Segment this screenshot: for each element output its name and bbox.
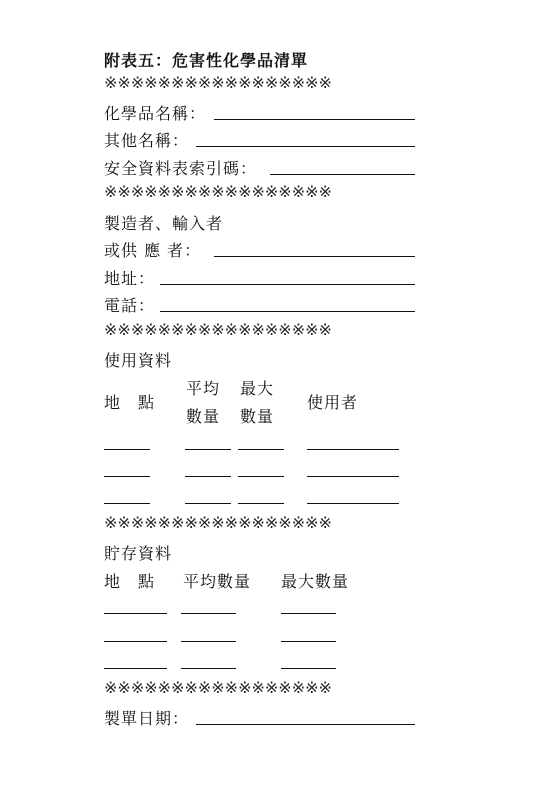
- usage-max-field[interactable]: [238, 476, 284, 477]
- other-name-label: 其他名稱：: [104, 131, 190, 150]
- storage-location-field[interactable]: [104, 641, 167, 642]
- storage-col-max: 最大數量: [281, 572, 350, 591]
- usage-heading: 使用資料: [104, 351, 173, 370]
- usage-avg-field[interactable]: [185, 476, 231, 477]
- date-label: 製單日期：: [104, 709, 190, 728]
- storage-max-field[interactable]: [281, 641, 336, 642]
- separator-line: ※※※※※※※※※※※※※※※※※: [104, 320, 332, 339]
- storage-location-field[interactable]: [104, 613, 167, 614]
- storage-col-location: 地 點: [104, 572, 156, 591]
- supplier-label: 或供 應 者：: [104, 241, 202, 260]
- usage-location-field[interactable]: [104, 476, 150, 477]
- storage-col-avg: 平均數量: [183, 572, 252, 591]
- usage-col-avg-bottom: 數量: [186, 407, 221, 426]
- separator-line: ※※※※※※※※※※※※※※※※※: [104, 182, 332, 201]
- usage-user-field[interactable]: [307, 503, 399, 504]
- usage-col-location: 地 點: [104, 393, 156, 412]
- chemical-name-label: 化學品名稱：: [104, 104, 207, 123]
- supplier-heading: 製造者、輸入者: [104, 214, 224, 233]
- usage-location-field[interactable]: [104, 449, 150, 450]
- other-name-field[interactable]: [196, 146, 415, 147]
- usage-col-max-top: 最大: [240, 379, 275, 398]
- storage-avg-field[interactable]: [181, 668, 236, 669]
- storage-location-field[interactable]: [104, 668, 167, 669]
- phone-label: 電話：: [104, 296, 156, 315]
- supplier-field[interactable]: [214, 256, 415, 257]
- usage-max-field[interactable]: [238, 449, 284, 450]
- storage-avg-field[interactable]: [181, 613, 236, 614]
- usage-user-field[interactable]: [307, 449, 399, 450]
- document-title: 附表五：危害性化學品清單: [104, 51, 309, 70]
- address-label: 地址：: [104, 269, 156, 288]
- storage-max-field[interactable]: [281, 668, 336, 669]
- phone-field[interactable]: [160, 311, 415, 312]
- date-field[interactable]: [196, 724, 415, 725]
- usage-col-avg-top: 平均: [186, 379, 221, 398]
- address-field[interactable]: [160, 284, 415, 285]
- separator-line: ※※※※※※※※※※※※※※※※※: [104, 678, 332, 697]
- usage-col-max-bottom: 數量: [240, 407, 275, 426]
- usage-avg-field[interactable]: [185, 503, 231, 504]
- separator-line: ※※※※※※※※※※※※※※※※※: [104, 73, 332, 92]
- storage-heading: 貯存資料: [104, 544, 173, 563]
- storage-max-field[interactable]: [281, 613, 336, 614]
- usage-location-field[interactable]: [104, 503, 150, 504]
- storage-avg-field[interactable]: [181, 641, 236, 642]
- usage-max-field[interactable]: [238, 503, 284, 504]
- sds-index-field[interactable]: [270, 174, 415, 175]
- sds-index-label: 安全資料表索引碼：: [104, 159, 258, 178]
- usage-user-field[interactable]: [307, 476, 399, 477]
- usage-avg-field[interactable]: [185, 449, 231, 450]
- chemical-name-field[interactable]: [214, 119, 415, 120]
- separator-line: ※※※※※※※※※※※※※※※※※: [104, 513, 332, 532]
- usage-col-user: 使用者: [307, 393, 359, 412]
